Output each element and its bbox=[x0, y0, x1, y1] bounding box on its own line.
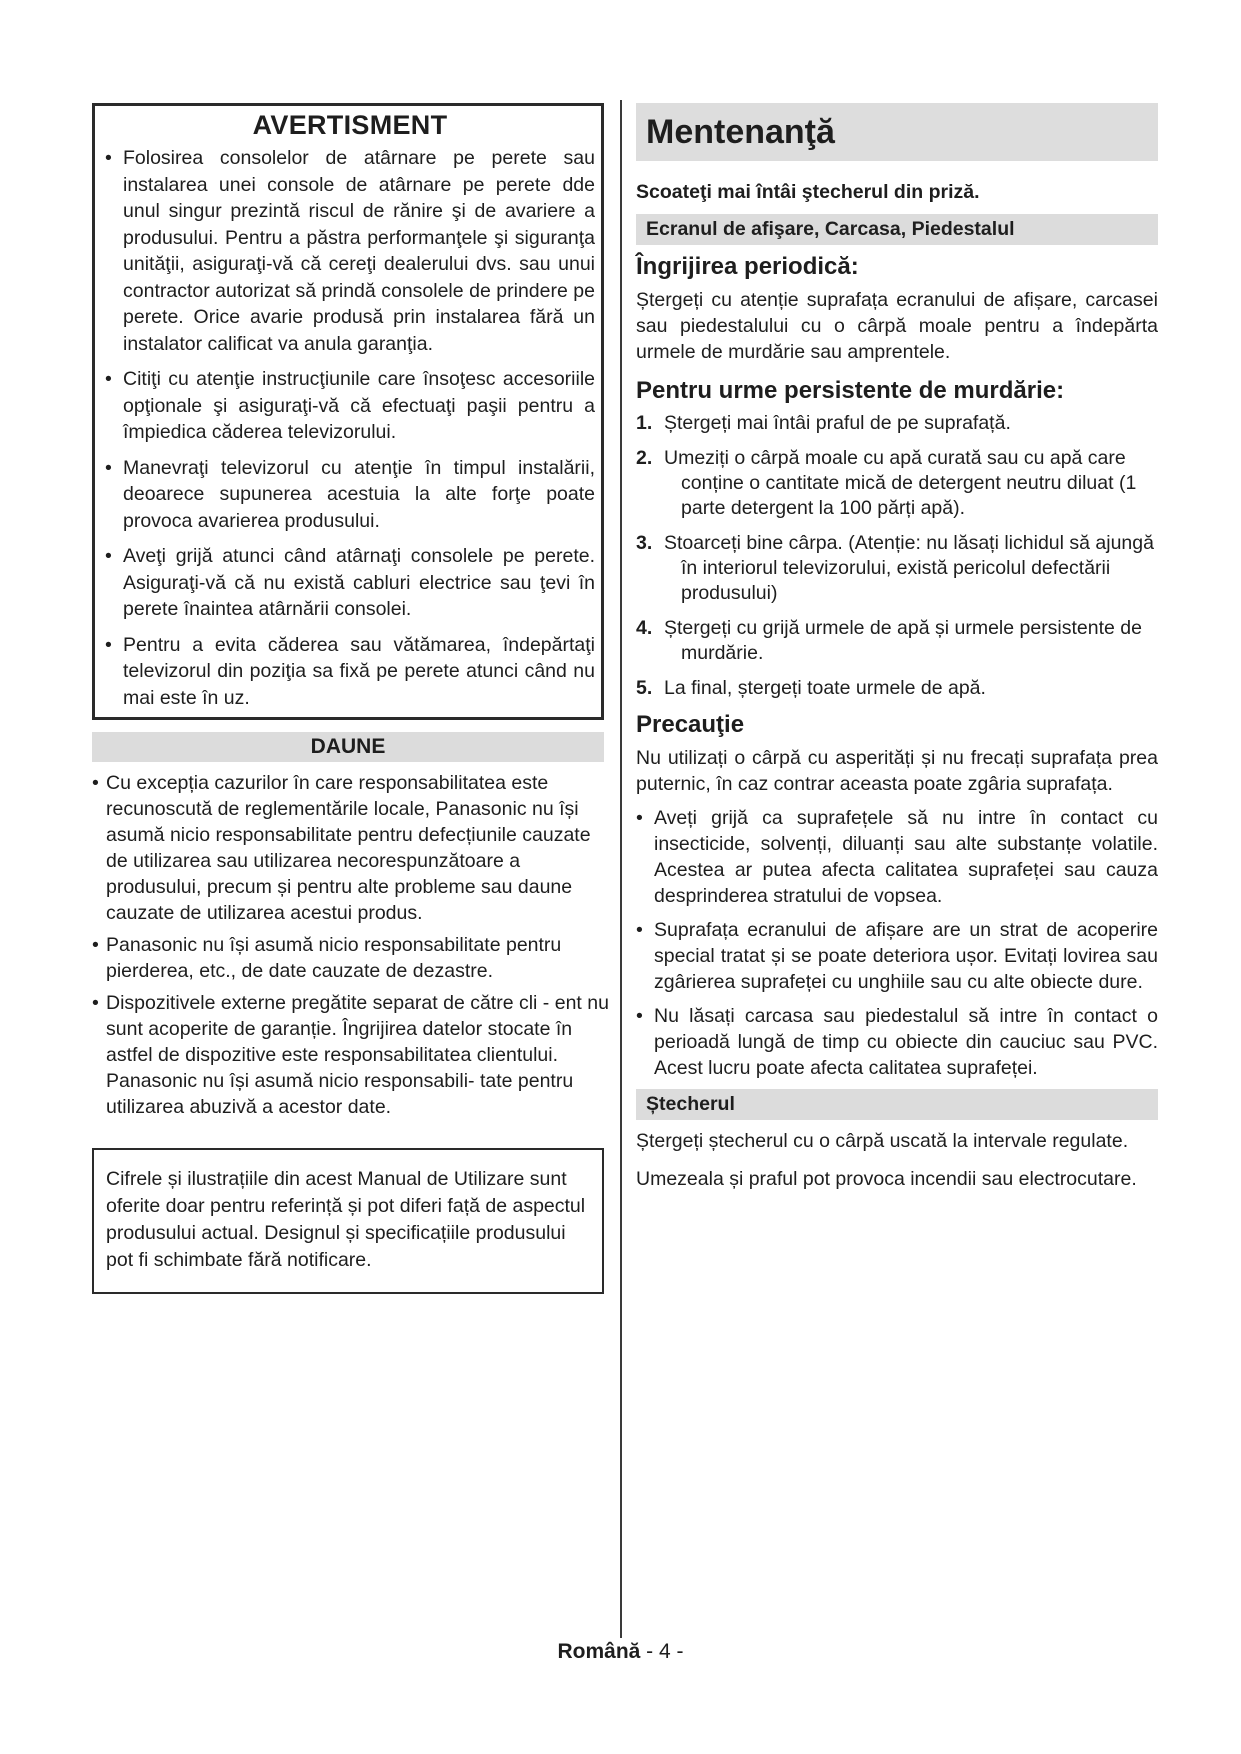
page-title: Mentenanţă bbox=[636, 103, 1158, 161]
bullet-icon: • bbox=[105, 368, 112, 390]
unplug-instruction: Scoateţi mai întâi ştecherul din priză. bbox=[636, 181, 980, 203]
warning-list bbox=[105, 145, 595, 711]
daune-heading: DAUNE bbox=[92, 732, 604, 762]
caution-item: • Suprafața ecranului de afișare are un strat de acoperire special tratat și se poate deteriora ușor. Evitați lovirea sau zgârierea suprafeței cu unghiile sau cu alte obiecte dure. bbox=[636, 919, 1158, 993]
periodic-care-text: Ștergeți cu atenție suprafața ecranului de afișare, carcasei sau piedestalului cu o cârpă moale pentru a îndepărta urmele de murdărie sau amprentele. bbox=[636, 289, 1158, 363]
daune-list bbox=[92, 770, 612, 1120]
warning-item: • Aveţi grijă atunci când atârnaţi consolele pe perete. Asiguraţi-vă că nu există cabluri electrice sau ţevi în perete înaintea atârnării consolei. bbox=[105, 545, 595, 620]
plug-text-1: Ștergeți ștecherul cu o cârpă uscată la intervale regulate. bbox=[636, 1130, 1129, 1152]
bullet-icon: • bbox=[636, 1005, 643, 1027]
column-divider bbox=[620, 100, 622, 1638]
step-item: 2. Umeziți o cârpă moale cu apă curată sau cu apă care conține o cantitate mică de detergent neutru diluat (1 parte detergent la 100 părți apă). bbox=[636, 447, 1137, 519]
step-item: 5. La final, ștergeți toate urmele de apă. bbox=[636, 677, 986, 699]
periodic-care-heading: Îngrijirea periodică: bbox=[636, 253, 859, 280]
plug-text-2: Umezeala și praful pot provoca incendii sau electrocutare. bbox=[636, 1168, 1137, 1190]
bullet-icon: • bbox=[105, 456, 112, 479]
warning-item: • Folosirea consolelor de atârnare pe perete sau instalarea unei console de atârnare pe perete dde unul singur prezintă riscul de rănire şi de avariere a produsului. Pentru a păstra performanţele şi siguranţa unităţii, asiguraţi-vă că cereţi dealerului dvs. sau unui contractor autorizat să prindă consolele de prindere pe perete. Orice avarie produsă prin instalarea fără un instalator calificat va anula garanţia. bbox=[105, 147, 595, 355]
step-item: 1. Ștergeți mai întâi praful de pe suprafață. bbox=[636, 412, 1011, 434]
cleaning-steps bbox=[636, 411, 1158, 701]
warning-item: • Citiţi cu atenţie instrucţiunile care însoţesc accesoriile opţionale şi asiguraţi-vă că efectuaţi paşii pentru a împiedica căderea televizorului. bbox=[105, 368, 595, 443]
caution-text: Nu utilizați o cârpă cu asperități și nu frecați suprafața prea puternic, în caz contrar aceasta poate zgâria suprafața. bbox=[636, 747, 1158, 795]
warning-item: • Pentru a evita căderea sau vătămarea, îndepărtaţi televizorul din poziţia sa fixă pe perete atunci când nu mai este în uz. bbox=[105, 633, 595, 709]
left-column bbox=[92, 103, 610, 1294]
screen-section-heading: Ecranul de afişare, Carcasa, Piedestalul bbox=[636, 214, 1158, 245]
bullet-icon: • bbox=[92, 992, 99, 1014]
page-footer bbox=[0, 1640, 1241, 1664]
caution-list bbox=[636, 805, 1158, 1081]
bullet-icon: • bbox=[636, 919, 643, 941]
daune-item: • Panasonic nu își asumă nicio responsabilitate pentru pierderea, etc., de date cauzate de dezastre. bbox=[92, 934, 562, 982]
bullet-icon: • bbox=[636, 807, 643, 829]
footer-language: Română bbox=[557, 1640, 641, 1663]
step-item: 4. Ștergeți cu grijă urmele de apă și urmele persistente de murdărie. bbox=[636, 617, 1142, 664]
disclaimer-note: Cifrele și ilustrațiile din acest Manual de Utilizare sunt oferite doar pentru referință și pot diferi față de aspectul produsului actual. Designul și specificațiile produsului pot fi schimbate fără notificare. bbox=[92, 1148, 604, 1294]
daune-item: • Dispozitivele externe pregătite separat de către cli - ent nu sunt acoperite de garanție. Îngrijirea datelor stocate în astfel de dispozitive este responsabilitatea clientului. Panasonic nu își asumă nicio responsabili- tate pentru utilizarea abuzivă a acestor date. bbox=[92, 992, 609, 1118]
caution-item: • Nu lăsați carcasa sau piedestalul să intre în contact o perioadă lungă de timp cu obiecte din cauciuc sau PVC. Acest lucru poate afecta calitatea suprafeței. bbox=[636, 1005, 1158, 1079]
bullet-icon: • bbox=[105, 633, 112, 656]
warning-title: AVERTISMENT bbox=[252, 110, 448, 140]
bullet-icon: • bbox=[105, 545, 112, 567]
warning-box bbox=[92, 103, 604, 720]
right-column bbox=[636, 103, 1158, 1192]
bullet-icon: • bbox=[92, 772, 99, 794]
daune-item: • Cu excepția cazurilor în care responsabilitatea este recunoscută de reglementările locale, Panasonic nu își asumă nicio responsabilitate pentru defecțiunile cauzate de utilizarea sau utilizarea necorespunzătoare a produsului, precum și pentru alte probleme sau daune cauzate de utilizarea acestui produs. bbox=[92, 772, 591, 924]
bullet-icon: • bbox=[105, 147, 112, 169]
warning-item: • Manevraţi televizorul cu atenţie în timpul instalării, deoarece supunerea acestuia la alte forţe poate provoca avarierea produsului. bbox=[105, 456, 595, 532]
plug-section-heading: Ștecherul bbox=[636, 1089, 1158, 1120]
step-item: 3. Stoarceți bine cârpa. (Atenție: nu lăsați lichidul să ajungă în interiorul televizorului, există pericolul defectării produsului) bbox=[636, 532, 1154, 604]
caution-heading: Precauţie bbox=[636, 711, 745, 738]
page-number: - 4 - bbox=[646, 1640, 684, 1663]
caution-item: • Aveți grijă ca suprafețele să nu intre în contact cu insecticide, solvenți, diluanți sau alte substanțe volatile. Acestea ar putea afecta calitatea suprafeței sau cauza desprinderea stratului de vopsea. bbox=[636, 807, 1158, 907]
bullet-icon: • bbox=[92, 934, 99, 956]
persistent-dirt-heading: Pentru urme persistente de murdărie: bbox=[636, 377, 1065, 404]
